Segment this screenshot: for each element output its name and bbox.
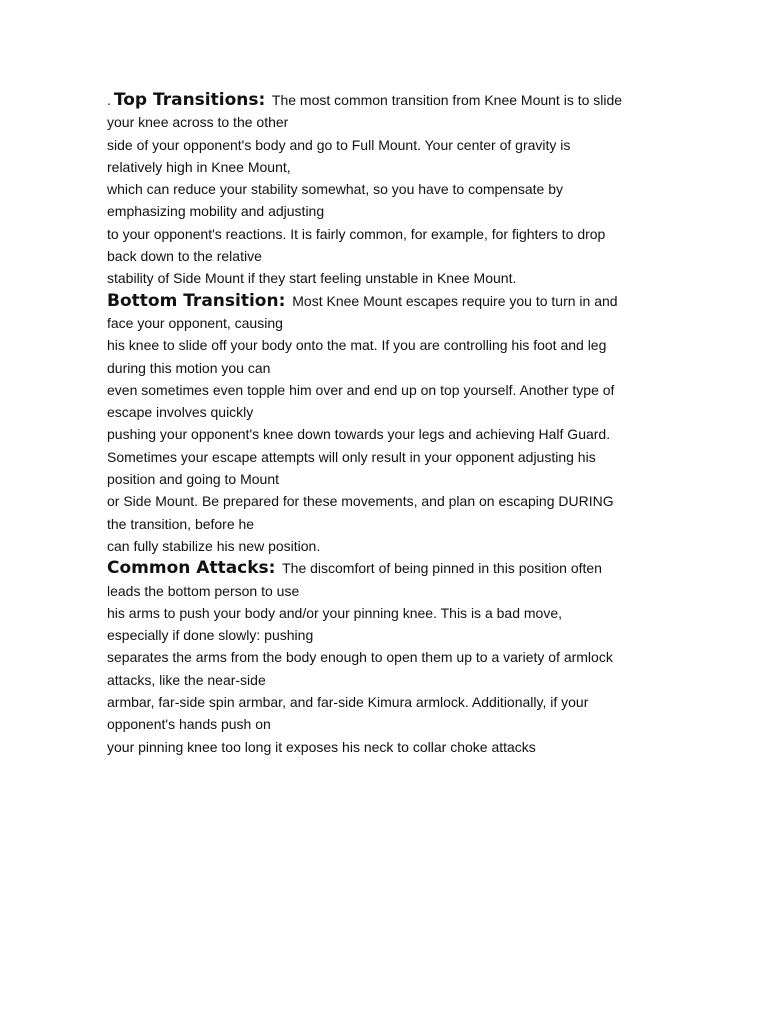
text-line: escape involves quickly (107, 404, 254, 421)
text-line: The most common transition from Knee Mount is to slide (271, 92, 623, 108)
section-top-transitions-line-1 (107, 89, 667, 111)
text-line: back down to the relative (107, 248, 262, 265)
text-line: relatively high in Knee Mount, (107, 158, 291, 175)
text-line: or Side Mount. Be prepared for these movements, and plan on escaping DURING (107, 493, 614, 510)
leading-period: . (107, 92, 111, 108)
text-line: emphasizing mobility and adjusting (107, 203, 325, 220)
text-line: can fully stabilize his new position. (107, 537, 321, 554)
text-line: pushing your opponent's knee down towards your legs and achieving Half Guard. (107, 426, 611, 443)
text-line: especially if done slowly: pushing (107, 627, 314, 644)
text-line: your pinning knee too long it exposes his neck to collar choke attacks (107, 738, 536, 755)
text-line: the transition, before he (107, 515, 255, 532)
text-line: Sometimes your escape attempts will only result in your opponent adjusting his (107, 448, 596, 465)
text-line: during this motion you can (107, 359, 271, 376)
text-line: position and going to Mount (107, 471, 280, 488)
text-line: his arms to push your body and/or your pinning knee. This is a bad move, (107, 604, 562, 621)
text-line: his knee to slide off your body onto the mat. If you are controlling his foot and leg (107, 337, 607, 354)
text-line: Most Knee Mount escapes require you to turn in and (292, 292, 618, 309)
heading-top-transitions: Top Transitions: (113, 90, 266, 110)
text-line: face your opponent, causing (107, 314, 283, 331)
text-line: side of your opponent's body and go to Full Mount. Your center of gravity is (107, 136, 571, 153)
text-line: armbar, far-side spin armbar, and far-side Kimura armlock. Additionally, if your (107, 694, 589, 711)
heading-bottom-transition: Bottom Transition: (107, 290, 286, 311)
document-body (107, 89, 667, 758)
text-line: leads the bottom person to use (107, 582, 300, 599)
heading-common-attacks: Common Attacks: (107, 558, 276, 579)
text-line: separates the arms from the body enough to open them up to a variety of armlock (107, 649, 613, 666)
text-line: which can reduce your stability somewhat, so you have to compensate by (107, 181, 564, 198)
section-common-attacks-line-1 (107, 557, 667, 579)
text-line: even sometimes even topple him over and end up on top yourself. Another type of (107, 381, 615, 398)
text-line: opponent's hands push on (107, 716, 271, 733)
text-line: attacks, like the near-side (107, 671, 266, 688)
text-line: your knee across to the other (107, 114, 289, 131)
text-line: The discomfort of being pinned in this position often (282, 560, 602, 577)
text-line: stability of Side Mount if they start feeling unstable in Knee Mount. (107, 270, 517, 287)
section-bottom-transition-line-1 (107, 290, 667, 312)
text-line: to your opponent's reactions. It is fairly common, for example, for fighters to drop (107, 225, 606, 242)
